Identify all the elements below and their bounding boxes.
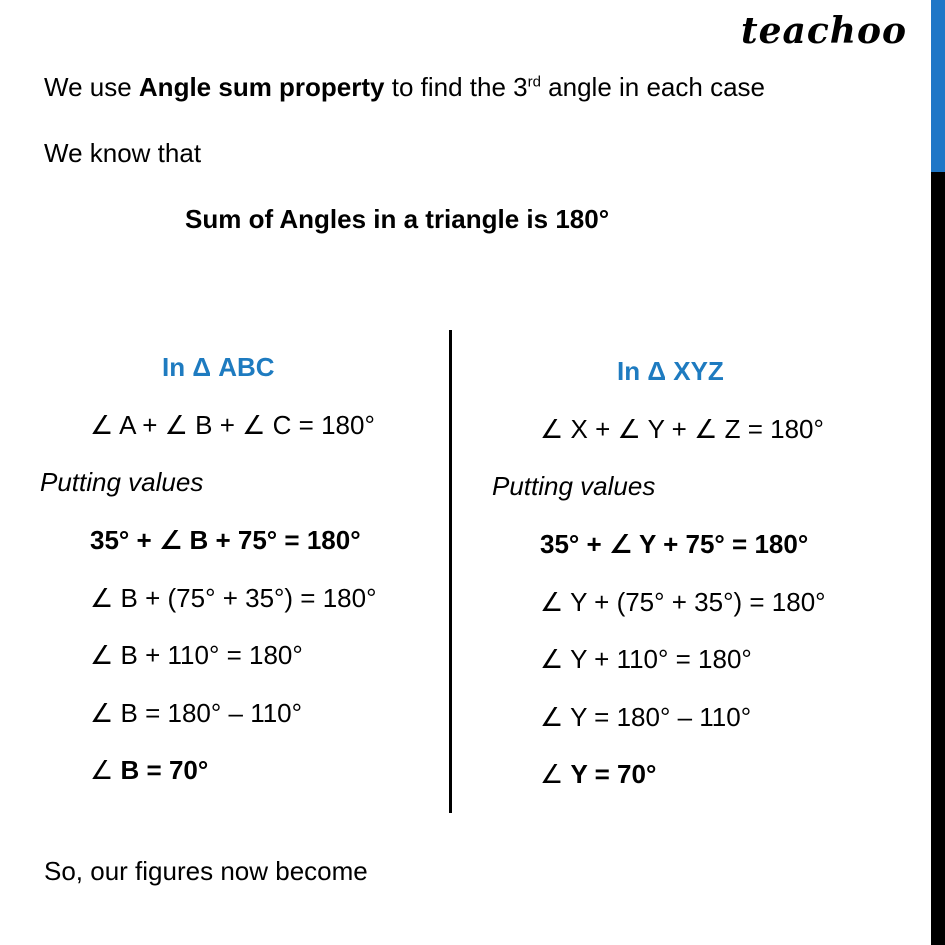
left-equation-5: ∠ B = 180° – 110° (90, 698, 303, 728)
right-heading: In Δ XYZ (617, 356, 724, 386)
right-equation-1: ∠ X + ∠ Y + ∠ Z = 180° (540, 414, 824, 444)
intro-text: angle in each case (540, 72, 765, 102)
right-equation-2: 35° + ∠ Y + 75° = 180° (540, 529, 809, 559)
left-putting-values: Putting values (40, 467, 204, 497)
teachoo-logo: teachoo (741, 10, 907, 52)
left-result-value: B = 70° (120, 755, 209, 785)
right-putting-values: Putting values (492, 471, 656, 501)
right-equation-3: ∠ Y + (75° + 35°) = 180° (540, 587, 826, 617)
angle-sum-property-term: Angle sum property (138, 72, 385, 102)
intro-text: We use (44, 72, 139, 102)
angle-symbol: ∠ (90, 755, 121, 785)
intro-line-1 (44, 71, 765, 103)
scrollbar-thumb[interactable] (931, 0, 945, 172)
intro-text: to find the 3 (384, 72, 528, 102)
property-statement: Sum of Angles in a triangle is 180° (185, 204, 610, 234)
ordinal-superscript: rd (527, 73, 541, 91)
left-equation-4: ∠ B + 110° = 180° (90, 640, 303, 670)
right-result-value: Y = 70° (570, 759, 657, 789)
left-equation-1: ∠ A + ∠ B + ∠ C = 180° (90, 410, 375, 440)
left-equation-2: 35° + ∠ B + 75° = 180° (90, 525, 361, 555)
angle-symbol: ∠ (540, 759, 571, 789)
column-divider (449, 330, 452, 813)
right-result (540, 758, 656, 790)
scrollbar[interactable] (931, 0, 945, 945)
right-equation-4: ∠ Y + 110° = 180° (540, 644, 752, 674)
intro-line-2: We know that (44, 138, 202, 168)
footer-text: So, our figures now become (44, 856, 368, 886)
left-result (90, 754, 208, 786)
left-equation-3: ∠ B + (75° + 35°) = 180° (90, 583, 377, 613)
right-equation-5: ∠ Y = 180° – 110° (540, 702, 752, 732)
left-heading: In Δ ABC (162, 352, 275, 382)
